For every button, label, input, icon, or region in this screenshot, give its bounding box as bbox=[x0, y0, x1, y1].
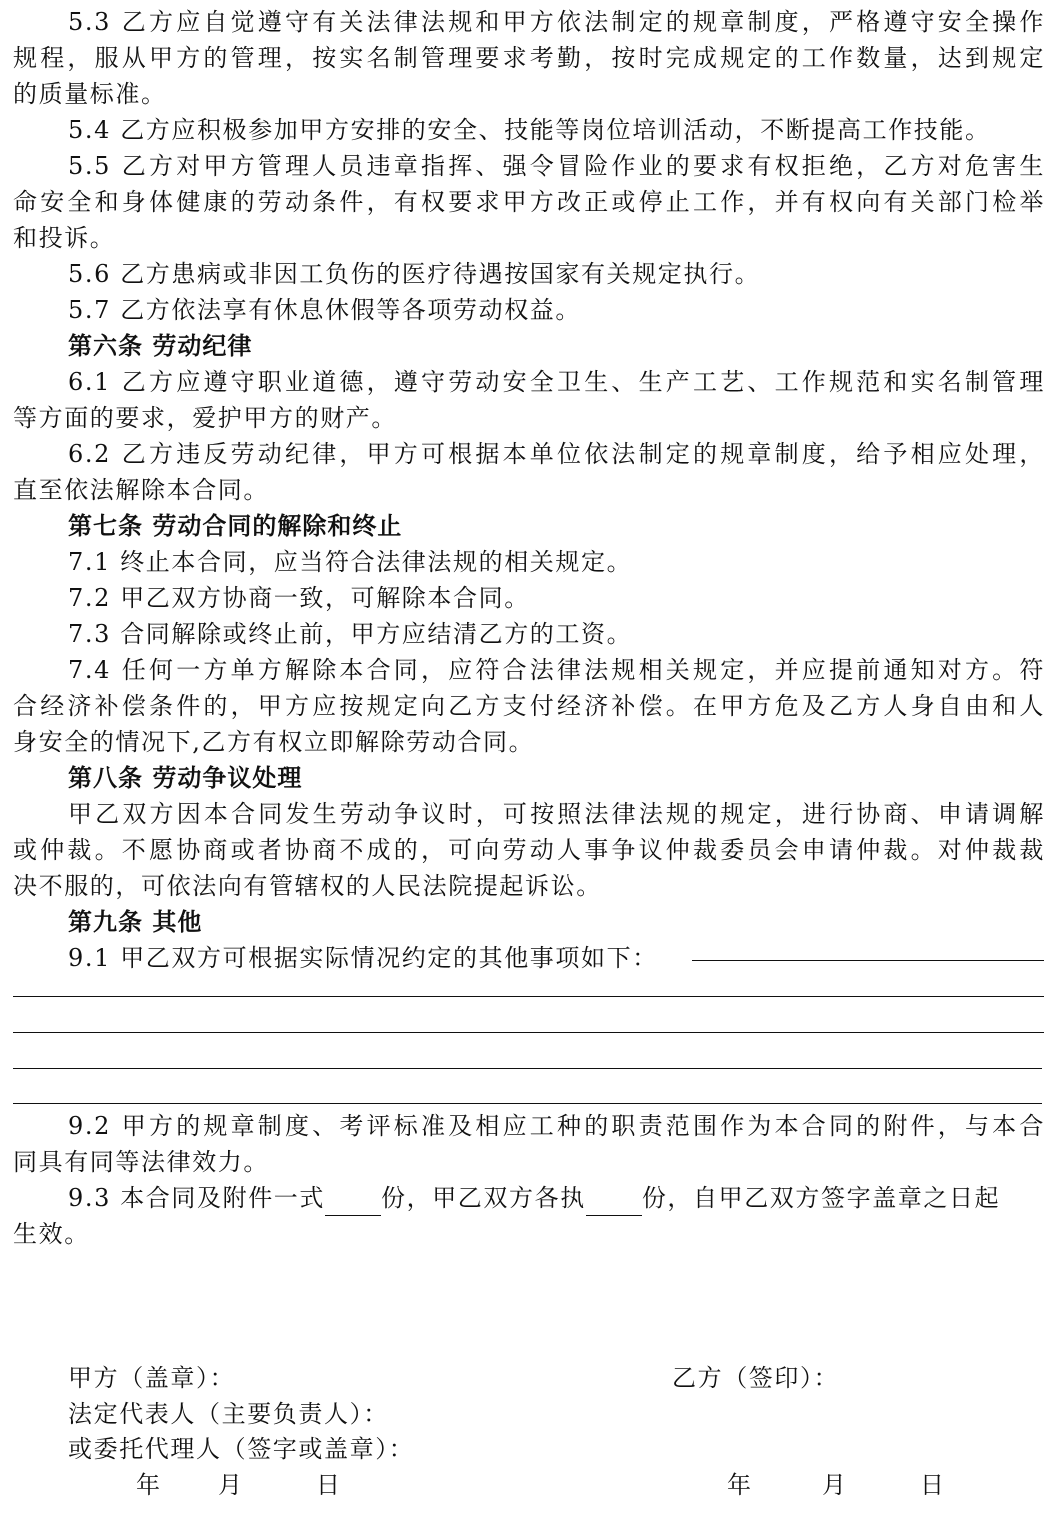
blank-line-3[interactable] bbox=[13, 1032, 1044, 1033]
clause-7-4-line2: 合经济补偿条件的，甲方应按规定向乙方支付经济补偿。在甲方危及乙方人身自由和人 bbox=[13, 692, 1045, 720]
clause-5-3-line1: 5.3 乙方应自觉遵守有关法律法规和甲方依法制定的规章制度，严格遵守安全操作 bbox=[68, 8, 1045, 36]
party-b-day: 日 bbox=[920, 1471, 946, 1499]
clause-9-2-line1: 9.2 甲方的规章制度、考评标准及相应工种的职责范围作为本合同的附件，与本合 bbox=[68, 1112, 1045, 1140]
heading-article-9: 第九条 其他 bbox=[68, 908, 203, 936]
clause-9-2-line2: 同具有同等法律效力。 bbox=[13, 1148, 269, 1176]
clause-8-line1: 甲乙双方因本合同发生劳动争议时，可按照法律法规的规定，进行协商、申请调解 bbox=[68, 800, 1045, 828]
contract-document bbox=[13, 4, 1045, 976]
clause-6-1-line1: 6.1 乙方应遵守职业道德，遵守劳动安全卫生、生产工艺、工作规范和实名制管理 bbox=[68, 368, 1045, 396]
clause-9-3-line2: 生效。 bbox=[13, 1220, 90, 1248]
agent-label: 或委托代理人（签字或盖章）： bbox=[68, 1435, 415, 1463]
clause-9-3-line1: 9.3 本合同及附件一式 份，甲乙双方各执 份，自甲乙双方签字盖章之日起 bbox=[13, 1180, 1045, 1216]
clause-7-3: 7.3 合同解除或终止前，甲方应结清乙方的工资。 bbox=[68, 620, 633, 648]
party-a-month: 月 bbox=[218, 1471, 244, 1499]
contract-document-cont bbox=[13, 1108, 1045, 1252]
blank-line-4[interactable] bbox=[13, 1068, 1042, 1069]
clause-5-3-line2: 规程，服从甲方的管理，按实名制管理要求考勤，按时完成规定的工作数量，达到规定 bbox=[13, 44, 1045, 72]
heading-article-8: 第八条 劳动争议处理 bbox=[68, 764, 303, 792]
clause-7-2: 7.2 甲乙双方协商一致，可解除本合同。 bbox=[68, 584, 530, 612]
clause-7-1: 7.1 终止本合同，应当符合法律法规的相关规定。 bbox=[68, 548, 633, 576]
clause-5-4: 5.4 乙方应积极参加甲方安排的安全、技能等岗位培训活动，不断提高工作技能。 bbox=[68, 116, 991, 144]
clause-6-1-line2: 等方面的要求，爱护甲方的财产。 bbox=[13, 404, 397, 432]
clause-5-6: 5.6 乙方患病或非因工负伤的医疗待遇按国家有关规定执行。 bbox=[68, 260, 761, 288]
clause-8-line2: 或仲裁。不愿协商或者协商不成的，可向劳动人事争议仲裁委员会申请仲裁。对仲裁裁 bbox=[13, 836, 1045, 864]
party-b-year: 年 bbox=[727, 1471, 753, 1499]
clause-7-4-line3: 身安全的情况下,乙方有权立即解除劳动合同。 bbox=[13, 728, 535, 756]
clause-5-5-line1: 5.5 乙方对甲方管理人员违章指挥、强令冒险作业的要求有权拒绝，乙方对危害生 bbox=[68, 152, 1045, 180]
clause-5-5-line3: 和投诉。 bbox=[13, 224, 116, 252]
blank-line-2[interactable] bbox=[13, 996, 1044, 997]
party-a-seal-label: 甲方（盖章）： bbox=[68, 1364, 236, 1392]
party-a-day: 日 bbox=[316, 1471, 342, 1499]
heading-article-7: 第七条 劳动合同的解除和终止 bbox=[68, 512, 403, 540]
party-a-year: 年 bbox=[136, 1471, 162, 1499]
clause-6-2-line2: 直至依法解除本合同。 bbox=[13, 476, 269, 504]
clause-6-2-line1: 6.2 乙方违反劳动纪律，甲方可根据本单位依法制定的规章制度，给予相应处理， bbox=[68, 440, 1045, 468]
party-b-sign-label: 乙方（签印）： bbox=[672, 1364, 840, 1392]
copies-total-blank[interactable] bbox=[325, 1189, 381, 1216]
blank-line-9-1[interactable] bbox=[692, 960, 1044, 961]
copies-each-blank[interactable] bbox=[586, 1189, 642, 1216]
clause-5-3-line3: 的质量标准。 bbox=[13, 80, 167, 108]
clause-5-7: 5.7 乙方依法享有休息休假等各项劳动权益。 bbox=[68, 296, 581, 324]
clause-7-4-line1: 7.4 任何一方单方解除本合同，应符合法律法规相关规定，并应提前通知对方。符 bbox=[68, 656, 1045, 684]
party-b-month: 月 bbox=[822, 1471, 848, 1499]
clause-9-1-text: 9.1 甲乙双方可根据实际情况约定的其他事项如下： bbox=[68, 944, 658, 972]
blank-line-5[interactable] bbox=[13, 1103, 1042, 1104]
clause-5-5-line2: 命安全和身体健康的劳动条件，有权要求甲方改正或停止工作，并有权向有关部门检举 bbox=[13, 188, 1045, 216]
legal-rep-label: 法定代表人（主要负责人）： bbox=[68, 1400, 389, 1428]
clause-9-1 bbox=[13, 940, 1045, 976]
heading-article-6: 第六条 劳动纪律 bbox=[68, 332, 253, 360]
clause-8-line3: 决不服的，可依法向有管辖权的人民法院提起诉讼。 bbox=[13, 872, 602, 900]
